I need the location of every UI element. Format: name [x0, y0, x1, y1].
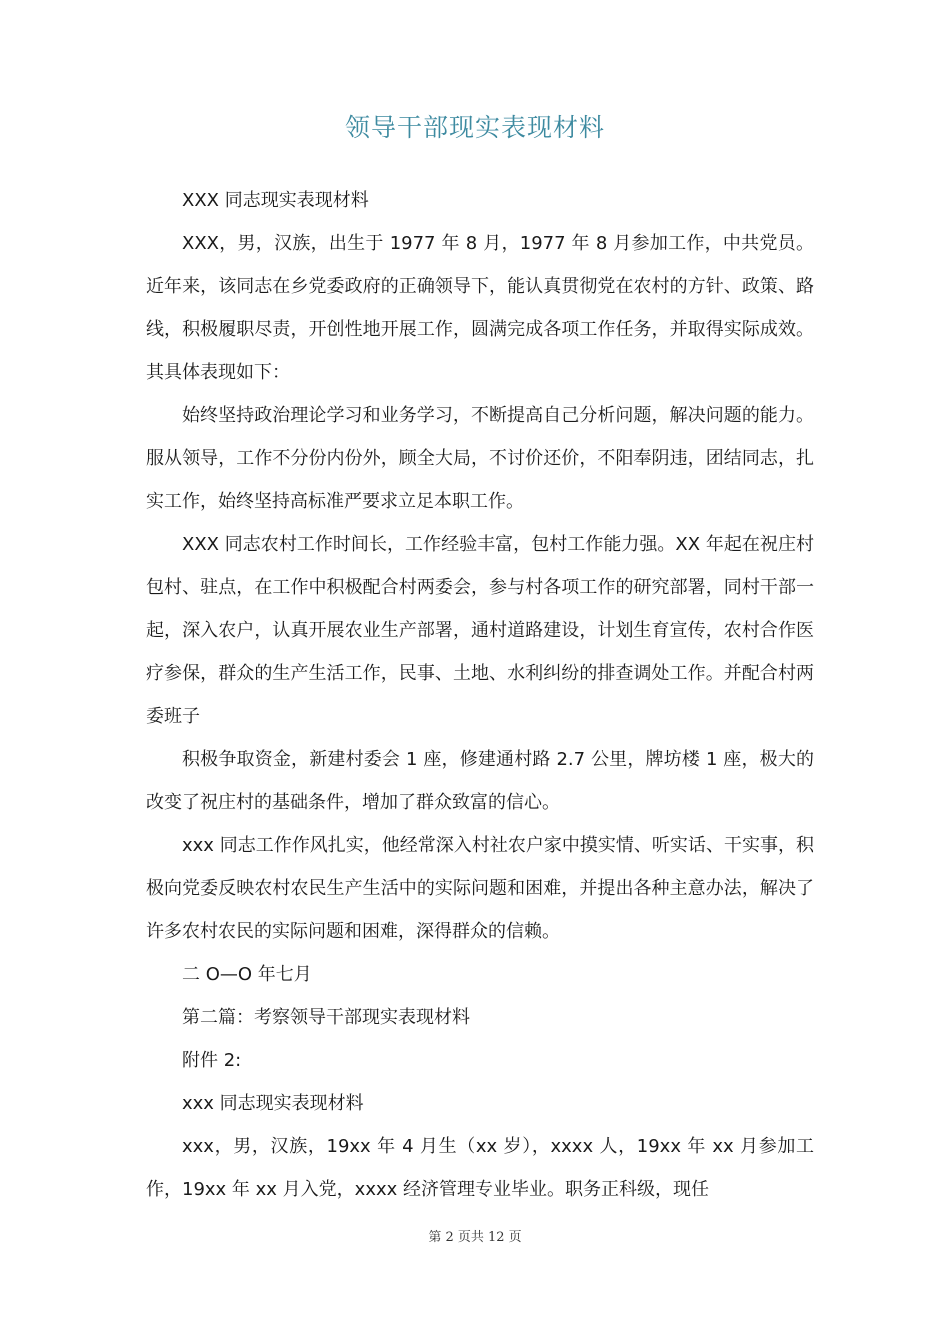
paragraph: 积极争取资金，新建村委会 1 座，修建通村路 2.7 公里，牌坊楼 1 座，极大的改变了祝庄村的基础条件，增加了群众致富的信心。 [146, 749, 814, 813]
paragraph: XXX 同志农村工作时间长，工作经验丰富，包村工作能力强。XX 年起在祝庄村包村、驻点，在工作中积极配合村两委会，参与村各项工作的研究部署，同村干部一起，深入农户，认真开展农业生产部署，通村道路建设，计划生育宣传，农村合作医疗参保，群众的生产生活工作，民事、土地、水利纠纷的排查调处工作。并配合村两委班子 [146, 534, 814, 727]
paragraph: xxx，男，汉族，19xx 年 4 月生（xx 岁），xxxx 人，19xx 年 xx 月参加工作，19xx 年 xx 月入党，xxxx 经济管理专业毕业。职务正科级，现任 [146, 1136, 814, 1200]
paragraph: 始终坚持政治理论学习和业务学习，不断提高自己分析问题，解决问题的能力。服从领导，工作不分份内份外，顾全大局，不讨价还价，不阳奉阴违，团结同志，扎实工作，始终坚持高标准严要求立足本职工作。 [146, 405, 814, 512]
paragraph: XXX 同志现实表现材料 [182, 190, 369, 211]
section-heading: 第二篇：考察领导干部现实表现材料 [182, 1007, 470, 1028]
paragraph: 附件 2: [182, 1050, 242, 1071]
paragraph: xxx 同志工作作风扎实，他经常深入村社农户家中摸实情、听实话、干实事，积极向党委反映农村农民生产生活中的实际问题和困难，并提出各种主意办法，解决了许多农村农民的实际问题和困难，深得群众的信赖。 [146, 835, 814, 942]
paragraph: 二 O—O 年七月 [182, 964, 312, 985]
page-footer: 第 2 页共 12 页 [428, 1230, 522, 1245]
paragraph: xxx 同志现实表现材料 [182, 1093, 364, 1114]
document-title: 领导干部现实表现材料 [344, 113, 605, 142]
document-body [146, 179, 814, 1211]
paragraph: XXX，男，汉族，出生于 1977 年 8 月，1977 年 8 月参加工作，中共党员。近年来，该同志在乡党委政府的正确领导下，能认真贯彻党在农村的方针、政策、路线，积极履职尽责，开创性地开展工作，圆满完成各项工作任务，并取得实际成效。其具体表现如下： [146, 233, 814, 383]
